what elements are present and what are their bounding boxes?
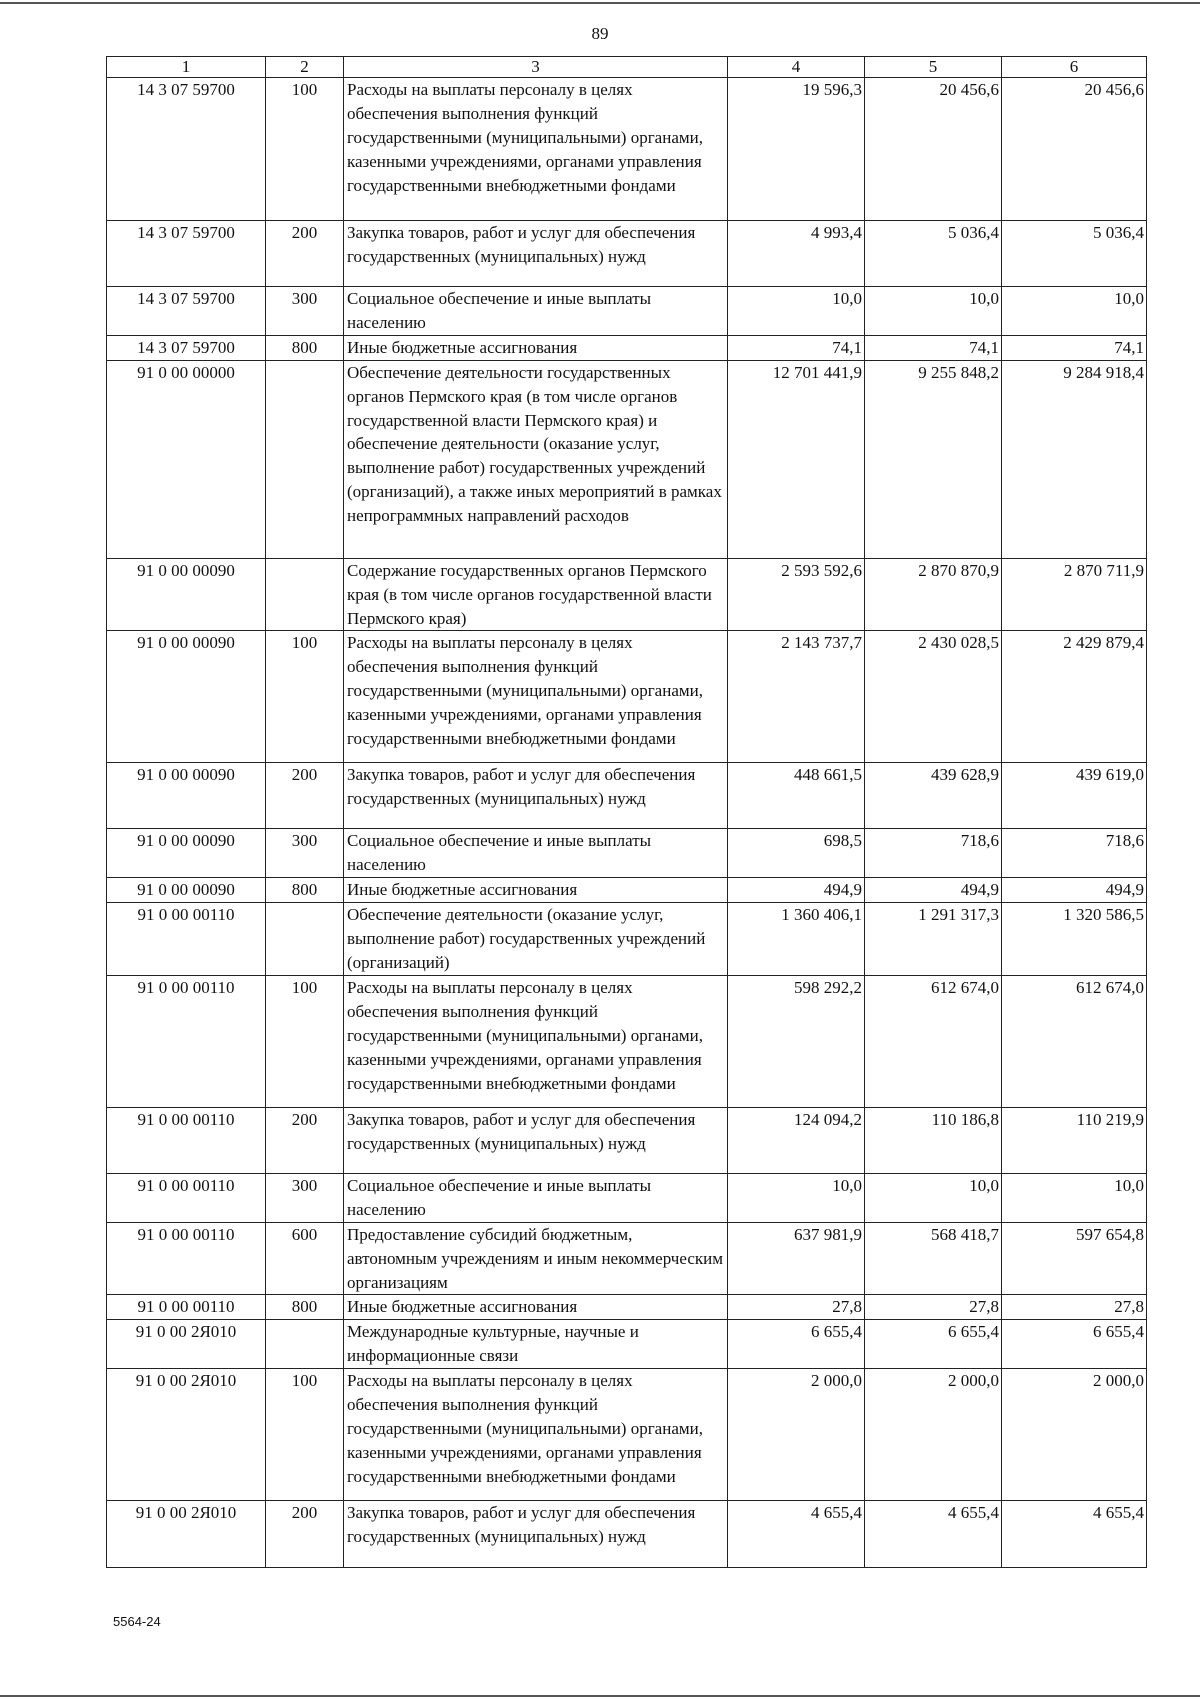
amount-column-5: 20 456,6 [865,78,1002,221]
table-row [107,335,1147,360]
target-article-code: 91 0 00 00090 [107,829,266,878]
target-article-code: 91 0 00 00090 [107,558,266,631]
amount-column-5: 718,6 [865,829,1002,878]
expense-description: Закупка товаров, работ и услуг для обеспечения государственных (муниципальных) нужд [344,763,728,829]
amount-column-4: 448 661,5 [728,763,865,829]
table-body [107,78,1147,1568]
scan-top-edge [0,2,1200,4]
amount-column-5: 9 255 848,2 [865,360,1002,558]
amount-column-6: 27,8 [1002,1295,1147,1320]
amount-column-4: 1 360 406,1 [728,903,865,976]
amount-column-5: 110 186,8 [865,1107,1002,1173]
table-row [107,1173,1147,1222]
table-row [107,903,1147,976]
expense-type-code [266,360,344,558]
expense-type-code: 600 [266,1222,344,1295]
amount-column-6: 2 429 879,4 [1002,631,1147,763]
expense-description: Расходы на выплаты персоналу в целях обеспечения выполнения функций государственными (муниципальными) органами, казенными учреждениями, органами управления государственными внебюджетными фондами [344,1369,728,1501]
target-article-code: 14 3 07 59700 [107,335,266,360]
expense-description: Международные культурные, научные и информационные связи [344,1320,728,1369]
expense-description: Социальное обеспечение и иные выплаты населению [344,287,728,336]
expense-type-code [266,1320,344,1369]
amount-column-6: 10,0 [1002,1173,1147,1222]
amount-column-6: 494,9 [1002,878,1147,903]
expense-description: Предоставление субсидий бюджетным, автономным учреждениям и иным некоммерческим организациям [344,1222,728,1295]
expense-type-code: 200 [266,221,344,287]
target-article-code: 91 0 00 00110 [107,1222,266,1295]
table-row [107,1222,1147,1295]
expense-type-code: 200 [266,763,344,829]
amount-column-6: 110 219,9 [1002,1107,1147,1173]
amount-column-4: 2 143 737,7 [728,631,865,763]
table-row [107,1107,1147,1173]
amount-column-6: 597 654,8 [1002,1222,1147,1295]
amount-column-6: 718,6 [1002,829,1147,878]
expense-type-code: 100 [266,975,344,1107]
expense-description: Социальное обеспечение и иные выплаты населению [344,829,728,878]
expense-description: Закупка товаров, работ и услуг для обеспечения государственных (муниципальных) нужд [344,1501,728,1568]
target-article-code: 91 0 00 2Я010 [107,1320,266,1369]
expense-description: Иные бюджетные ассигнования [344,878,728,903]
expense-type-code: 200 [266,1107,344,1173]
amount-column-5: 4 655,4 [865,1501,1002,1568]
amount-column-4: 74,1 [728,335,865,360]
target-article-code: 91 0 00 2Я010 [107,1369,266,1501]
target-article-code: 91 0 00 00090 [107,763,266,829]
amount-column-4: 637 981,9 [728,1222,865,1295]
budget-table-container [106,56,1146,1568]
table-row [107,360,1147,558]
amount-column-6: 5 036,4 [1002,221,1147,287]
expense-type-code: 800 [266,335,344,360]
table-row [107,1295,1147,1320]
amount-column-6: 2 000,0 [1002,1369,1147,1501]
amount-column-6: 9 284 918,4 [1002,360,1147,558]
expense-description: Расходы на выплаты персоналу в целях обеспечения выполнения функций государственными (муниципальными) органами, казенными учреждениями, органами управления государственными внебюджетными фондами [344,78,728,221]
target-article-code: 91 0 00 00000 [107,360,266,558]
table-row [107,878,1147,903]
expense-type-code: 100 [266,1369,344,1501]
amount-column-5: 6 655,4 [865,1320,1002,1369]
target-article-code: 91 0 00 00110 [107,903,266,976]
amount-column-5: 74,1 [865,335,1002,360]
amount-column-4: 6 655,4 [728,1320,865,1369]
table-row [107,1369,1147,1501]
amount-column-4: 124 094,2 [728,1107,865,1173]
amount-column-5: 2 430 028,5 [865,631,1002,763]
page-number: 89 [591,24,609,43]
amount-column-5: 494,9 [865,878,1002,903]
amount-column-4: 2 000,0 [728,1369,865,1501]
expense-type-code: 200 [266,1501,344,1568]
expense-description: Закупка товаров, работ и услуг для обеспечения государственных (муниципальных) нужд [344,221,728,287]
amount-column-5: 612 674,0 [865,975,1002,1107]
expense-type-code: 800 [266,878,344,903]
amount-column-6: 10,0 [1002,287,1147,336]
column-header: 2 [266,57,344,78]
amount-column-5: 1 291 317,3 [865,903,1002,976]
expense-type-code [266,558,344,631]
expense-type-code: 300 [266,829,344,878]
amount-column-4: 19 596,3 [728,78,865,221]
expense-description: Расходы на выплаты персоналу в целях обеспечения выполнения функций государственными (муниципальными) органами, казенными учреждениями, органами управления государственными внебюджетными фондами [344,631,728,763]
table-row [107,1501,1147,1568]
target-article-code: 14 3 07 59700 [107,78,266,221]
amount-column-4: 598 292,2 [728,975,865,1107]
amount-column-5: 439 628,9 [865,763,1002,829]
amount-column-5: 10,0 [865,1173,1002,1222]
expense-description: Обеспечение деятельности государственных органов Пермского края (в том числе органов государственной власти Пермского края) и обеспечение деятельности (оказание услуг, выполнение работ) государственных учреждений (организаций), а также иных мероприятий в рамках непрограммных направлений расходов [344,360,728,558]
expense-description: Иные бюджетные ассигнования [344,335,728,360]
amount-column-5: 568 418,7 [865,1222,1002,1295]
table-row [107,78,1147,221]
amount-column-6: 1 320 586,5 [1002,903,1147,976]
amount-column-5: 2 000,0 [865,1369,1002,1501]
expense-description: Расходы на выплаты персоналу в целях обеспечения выполнения функций государственными (муниципальными) органами, казенными учреждениями, органами управления государственными внебюджетными фондами [344,975,728,1107]
expense-description: Обеспечение деятельности (оказание услуг, выполнение работ) государственных учреждений (организаций) [344,903,728,976]
amount-column-4: 4 655,4 [728,1501,865,1568]
amount-column-4: 4 993,4 [728,221,865,287]
expense-type-code: 300 [266,287,344,336]
amount-column-4: 12 701 441,9 [728,360,865,558]
target-article-code: 91 0 00 00110 [107,1295,266,1320]
amount-column-4: 10,0 [728,1173,865,1222]
amount-column-4: 27,8 [728,1295,865,1320]
table-row [107,975,1147,1107]
table-row [107,287,1147,336]
table-row [107,1320,1147,1369]
expense-description: Социальное обеспечение и иные выплаты населению [344,1173,728,1222]
column-header: 3 [344,57,728,78]
table-row [107,631,1147,763]
column-header: 1 [107,57,266,78]
expense-type-code [266,903,344,976]
expense-type-code: 100 [266,631,344,763]
amount-column-6: 20 456,6 [1002,78,1147,221]
expense-description: Закупка товаров, работ и услуг для обеспечения государственных (муниципальных) нужд [344,1107,728,1173]
column-header: 6 [1002,57,1147,78]
table-row [107,221,1147,287]
expense-type-code: 800 [266,1295,344,1320]
expense-type-code: 300 [266,1173,344,1222]
expense-description: Иные бюджетные ассигнования [344,1295,728,1320]
target-article-code: 91 0 00 2Я010 [107,1501,266,1568]
amount-column-4: 2 593 592,6 [728,558,865,631]
amount-column-5: 5 036,4 [865,221,1002,287]
column-header: 5 [865,57,1002,78]
table-row [107,763,1147,829]
table-row [107,558,1147,631]
expense-type-code: 100 [266,78,344,221]
amount-column-6: 612 674,0 [1002,975,1147,1107]
target-article-code: 91 0 00 00110 [107,1173,266,1222]
target-article-code: 14 3 07 59700 [107,287,266,336]
amount-column-4: 10,0 [728,287,865,336]
scan-bottom-edge [0,1695,1200,1697]
amount-column-6: 74,1 [1002,335,1147,360]
amount-column-4: 698,5 [728,829,865,878]
amount-column-6: 6 655,4 [1002,1320,1147,1369]
amount-column-5: 27,8 [865,1295,1002,1320]
target-article-code: 91 0 00 00110 [107,975,266,1107]
target-article-code: 91 0 00 00110 [107,1107,266,1173]
amount-column-5: 10,0 [865,287,1002,336]
column-number-row [107,57,1147,78]
amount-column-5: 2 870 870,9 [865,558,1002,631]
budget-table [106,56,1147,1568]
target-article-code: 14 3 07 59700 [107,221,266,287]
target-article-code: 91 0 00 00090 [107,631,266,763]
target-article-code: 91 0 00 00090 [107,878,266,903]
amount-column-6: 4 655,4 [1002,1501,1147,1568]
document-code: 5564-24 [113,1614,161,1629]
amount-column-6: 2 870 711,9 [1002,558,1147,631]
amount-column-4: 494,9 [728,878,865,903]
amount-column-6: 439 619,0 [1002,763,1147,829]
expense-description: Содержание государственных органов Пермского края (в том числе органов государственной власти Пермского края) [344,558,728,631]
column-header: 4 [728,57,865,78]
table-row [107,829,1147,878]
